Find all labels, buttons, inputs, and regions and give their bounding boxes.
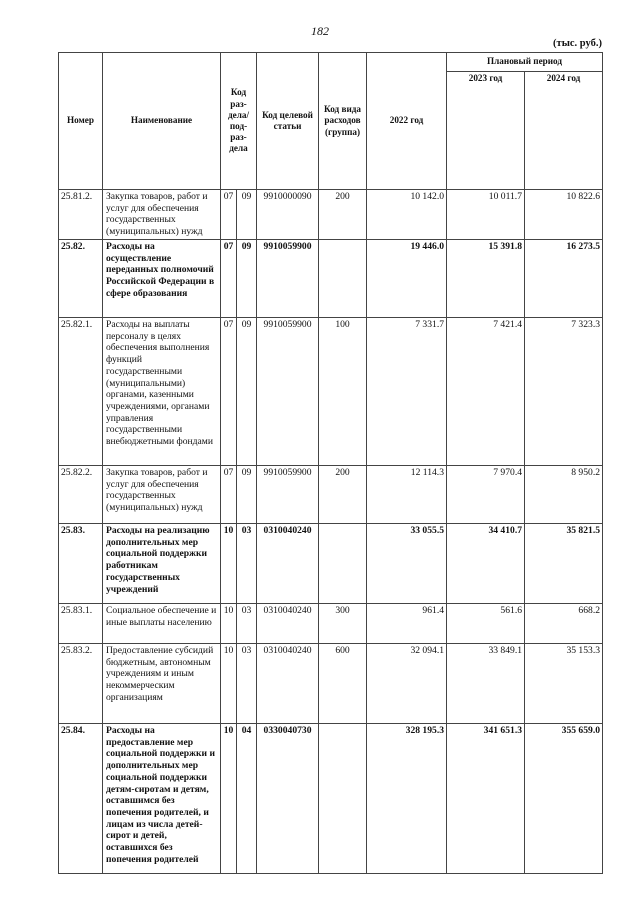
header-year-2024: 2024 год bbox=[525, 72, 603, 190]
row-target-code: 9910059900 bbox=[257, 318, 319, 466]
header-name: Наименование bbox=[103, 53, 221, 190]
row-value-2024: 668.2 bbox=[525, 604, 603, 644]
row-subsection: 09 bbox=[237, 318, 257, 466]
row-section: 10 bbox=[221, 524, 237, 604]
row-expense-code: 100 bbox=[319, 318, 367, 466]
table-row bbox=[59, 190, 603, 240]
row-value-2023: 10 011.7 bbox=[447, 190, 525, 240]
row-value-2022: 33 055.5 bbox=[367, 524, 447, 604]
budget-table bbox=[58, 52, 603, 874]
row-expense-code: 300 bbox=[319, 604, 367, 644]
row-section: 07 bbox=[221, 318, 237, 466]
row-target-code: 9910059900 bbox=[257, 466, 319, 524]
row-value-2022: 7 331.7 bbox=[367, 318, 447, 466]
row-target-code: 9910000090 bbox=[257, 190, 319, 240]
row-section: 10 bbox=[221, 644, 237, 724]
row-value-2024: 8 950.2 bbox=[525, 466, 603, 524]
row-subsection: 03 bbox=[237, 604, 257, 644]
row-value-2022: 12 114.3 bbox=[367, 466, 447, 524]
row-number: 25.82. bbox=[59, 240, 103, 318]
row-subsection: 09 bbox=[237, 240, 257, 318]
row-name: Расходы на выплаты персоналу в целях обеспечения выполнения функций государственными (муниципальными) органами, казенными учреждениями, органами управления государственными внебюджетными фондами bbox=[103, 318, 221, 466]
header-number: Номер bbox=[59, 53, 103, 190]
row-number: 25.84. bbox=[59, 724, 103, 874]
header-section: Код раз-дела/ под-раз-дела bbox=[221, 53, 257, 190]
row-subsection: 09 bbox=[237, 466, 257, 524]
row-number: 25.83.1. bbox=[59, 604, 103, 644]
row-name: Расходы на осуществление переданных полномочий Российской Федерации в сфере образования bbox=[103, 240, 221, 318]
row-value-2023: 7 970.4 bbox=[447, 466, 525, 524]
row-number: 25.82.1. bbox=[59, 318, 103, 466]
row-name: Расходы на реализацию дополнительных мер социальной поддержки работникам государственных учреждений bbox=[103, 524, 221, 604]
row-value-2024: 7 323.3 bbox=[525, 318, 603, 466]
row-expense-code bbox=[319, 724, 367, 874]
row-value-2023: 7 421.4 bbox=[447, 318, 525, 466]
row-value-2022: 961.4 bbox=[367, 604, 447, 644]
row-value-2023: 341 651.3 bbox=[447, 724, 525, 874]
row-section: 10 bbox=[221, 604, 237, 644]
header-target: Код целевой статьи bbox=[257, 53, 319, 190]
row-number: 25.83.2. bbox=[59, 644, 103, 724]
row-subsection: 04 bbox=[237, 724, 257, 874]
row-value-2022: 32 094.1 bbox=[367, 644, 447, 724]
table-row bbox=[59, 604, 603, 644]
row-expense-code: 200 bbox=[319, 466, 367, 524]
row-expense-code: 600 bbox=[319, 644, 367, 724]
header-expense-type: Код вида расходов (группа) bbox=[319, 53, 367, 190]
row-target-code: 0310040240 bbox=[257, 604, 319, 644]
row-expense-code bbox=[319, 524, 367, 604]
row-value-2023: 15 391.8 bbox=[447, 240, 525, 318]
row-number: 25.81.2. bbox=[59, 190, 103, 240]
row-value-2024: 355 659.0 bbox=[525, 724, 603, 874]
table-row bbox=[59, 524, 603, 604]
row-section: 10 bbox=[221, 724, 237, 874]
row-value-2023: 34 410.7 bbox=[447, 524, 525, 604]
header-year-2022: 2022 год bbox=[367, 53, 447, 190]
table-row bbox=[59, 644, 603, 724]
table-row bbox=[59, 724, 603, 874]
row-name: Расходы на предоставление мер социальной поддержки и дополнительных мер социальной поддержки детям-сиротам и детям, оставшимся без попечения родителей, и лицам из числа детей-сирот и детей, оставшихся без попечения родителей bbox=[103, 724, 221, 874]
row-value-2023: 33 849.1 bbox=[447, 644, 525, 724]
row-target-code: 0310040240 bbox=[257, 644, 319, 724]
row-target-code: 0330040730 bbox=[257, 724, 319, 874]
table-row bbox=[59, 240, 603, 318]
table-row bbox=[59, 318, 603, 466]
row-expense-code bbox=[319, 240, 367, 318]
row-value-2022: 19 446.0 bbox=[367, 240, 447, 318]
table-body bbox=[59, 190, 603, 874]
row-value-2024: 35 821.5 bbox=[525, 524, 603, 604]
row-subsection: 03 bbox=[237, 524, 257, 604]
row-name: Предоставление субсидий бюджетным, автономным учреждениям и иным некоммерческим организациям bbox=[103, 644, 221, 724]
row-value-2024: 35 153.3 bbox=[525, 644, 603, 724]
row-target-code: 9910059900 bbox=[257, 240, 319, 318]
row-value-2023: 561.6 bbox=[447, 604, 525, 644]
row-subsection: 09 bbox=[237, 190, 257, 240]
row-value-2024: 16 273.5 bbox=[525, 240, 603, 318]
row-number: 25.82.2. bbox=[59, 466, 103, 524]
header-planning-period: Плановый период bbox=[447, 53, 603, 72]
row-name: Закупка товаров, работ и услуг для обеспечения государственных (муниципальных) нужд bbox=[103, 466, 221, 524]
row-value-2022: 10 142.0 bbox=[367, 190, 447, 240]
header-year-2023: 2023 год bbox=[447, 72, 525, 190]
row-name: Социальное обеспечение и иные выплаты населению bbox=[103, 604, 221, 644]
table-row bbox=[59, 466, 603, 524]
row-expense-code: 200 bbox=[319, 190, 367, 240]
row-number: 25.83. bbox=[59, 524, 103, 604]
row-section: 07 bbox=[221, 240, 237, 318]
row-section: 07 bbox=[221, 466, 237, 524]
page-number: 182 bbox=[311, 24, 329, 38]
row-value-2024: 10 822.6 bbox=[525, 190, 603, 240]
row-subsection: 03 bbox=[237, 644, 257, 724]
row-name: Закупка товаров, работ и услуг для обеспечения государственных (муниципальных) нужд bbox=[103, 190, 221, 240]
units-label: (тыс. руб.) bbox=[553, 38, 602, 49]
row-value-2022: 328 195.3 bbox=[367, 724, 447, 874]
row-target-code: 0310040240 bbox=[257, 524, 319, 604]
row-section: 07 bbox=[221, 190, 237, 240]
